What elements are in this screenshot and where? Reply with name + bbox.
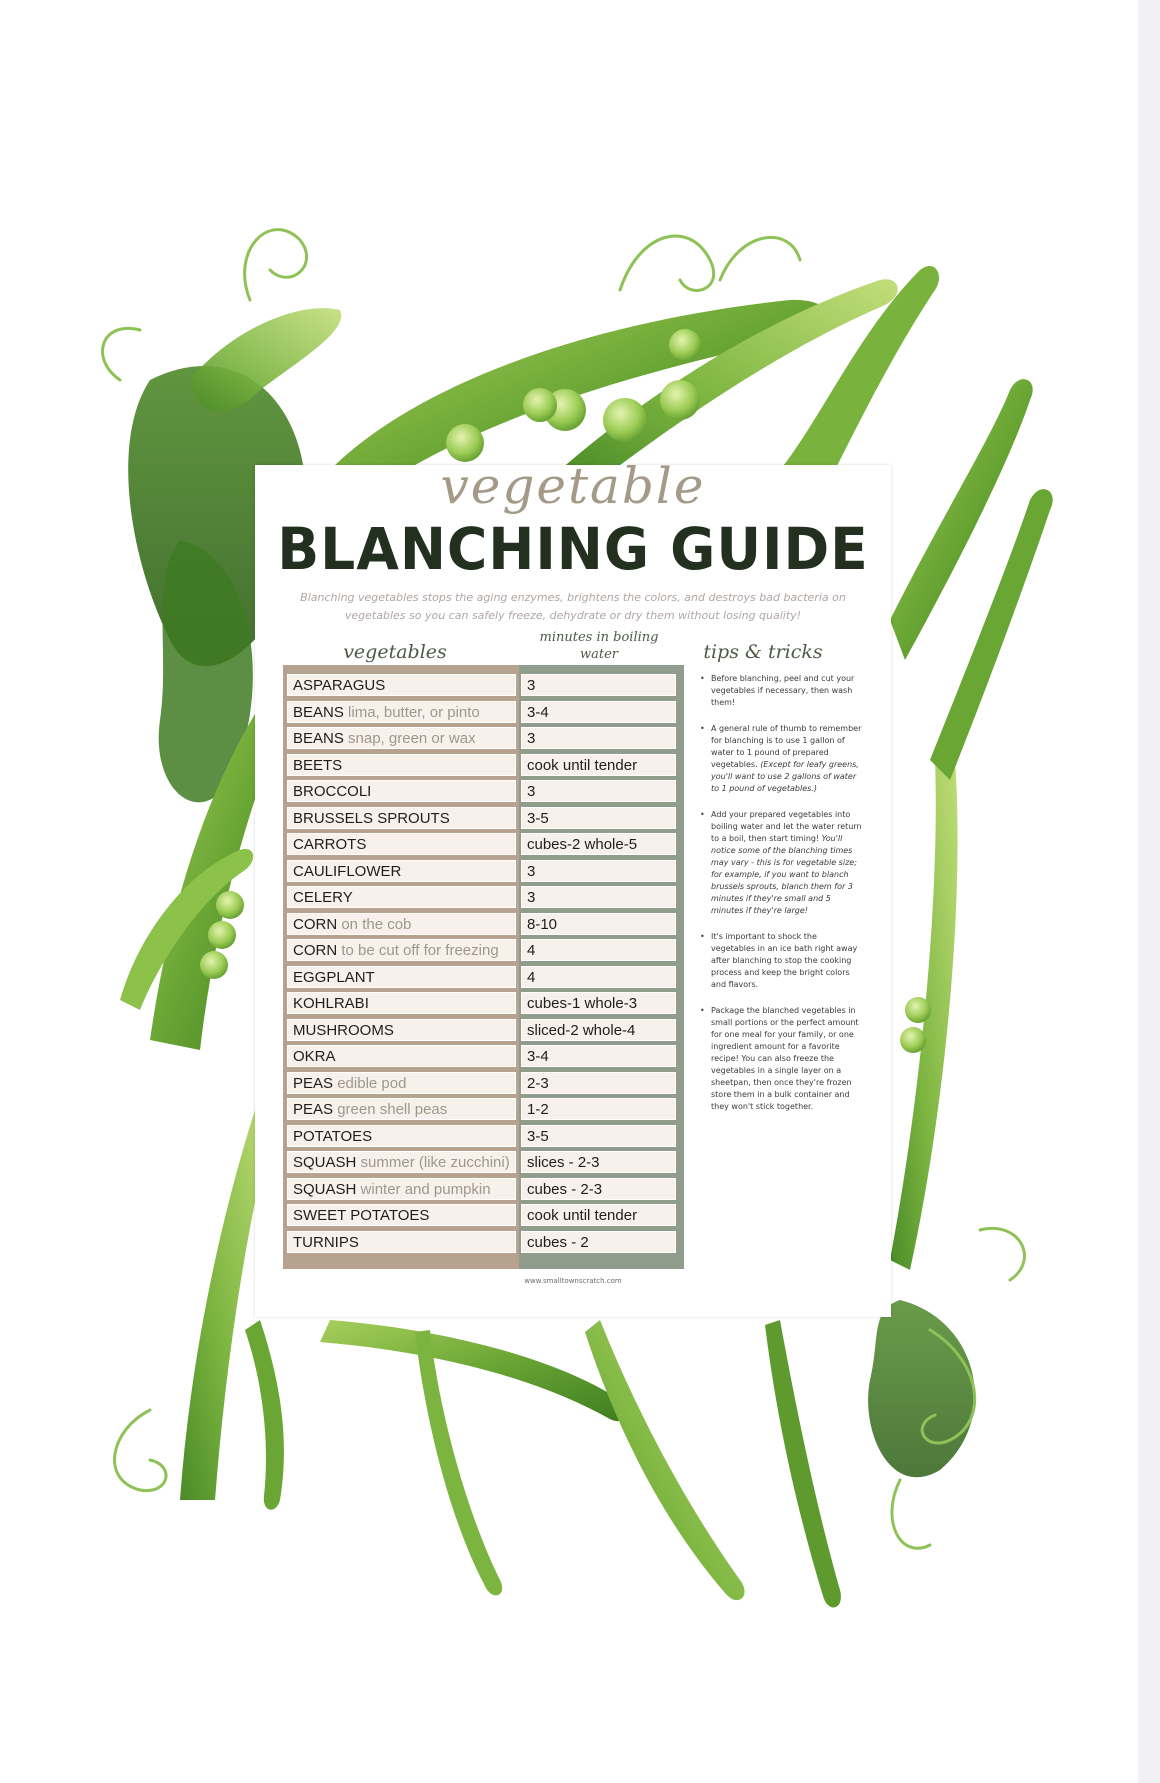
table-row (287, 1097, 680, 1121)
minutes-cell: 3 (521, 886, 676, 908)
vegetable-cell (287, 939, 516, 961)
vegetable-cell (287, 1098, 516, 1120)
minutes-cell: cubes - 2-3 (521, 1178, 676, 1200)
vegetable-name: BROCCOLI (293, 783, 372, 800)
minutes-cell: 3 (521, 674, 676, 696)
vegetable-name: CARROTS (293, 836, 367, 853)
vegetable-note: to be cut off for freezing (341, 942, 499, 959)
minutes-cell: 4 (521, 939, 676, 961)
minutes-cell: 3 (521, 727, 676, 749)
intro-text: Blanching vegetables stops the aging enzymes, brightens the colors, and destroys bad bacteria on vegetables so you can safely freeze, dehydrate or dry them without losing quality! (300, 591, 846, 622)
vegetable-name: POTATOES (293, 1127, 373, 1145)
vegetable-name: CORN (293, 915, 338, 933)
tip-item (700, 1005, 862, 1113)
bullet-icon: • (700, 932, 705, 941)
vegetable-note: on the cob (341, 915, 412, 933)
vegetable-cell (287, 913, 516, 935)
table-row (287, 991, 680, 1015)
vegetable-name: KOHLRABI (293, 995, 369, 1012)
minutes-cell: cubes - 2 (521, 1231, 676, 1253)
table-row (287, 938, 680, 962)
vegetable-name: MUSHROOMS (293, 1021, 394, 1039)
vegetable-name: PEAS (293, 1074, 334, 1092)
table-row (287, 1177, 680, 1201)
minutes-cell: 3-4 (521, 1045, 676, 1067)
vegetable-cell (287, 754, 516, 776)
minutes-cell: slices - 2-3 (521, 1151, 676, 1173)
minutes-cell: 3 (521, 780, 676, 802)
vegetable-cell (287, 966, 516, 988)
minutes-cell: cubes-1 whole-3 (521, 992, 676, 1014)
vegetable-cell (287, 727, 516, 749)
bullet-icon: • (700, 1006, 705, 1015)
vegetable-cell (287, 1019, 516, 1041)
vegetable-name: BEANS (293, 703, 344, 721)
vegetable-name: CORN (293, 942, 338, 959)
vegetable-cell (287, 1204, 516, 1226)
tip-text: Add your prepared vegetables into boiling water and let the water return to a boil, then start timing! (711, 810, 862, 843)
vegetable-name: BEANS (293, 730, 344, 747)
table-row (287, 673, 680, 697)
table-row (287, 779, 680, 803)
minutes-cell: 3-5 (521, 1125, 676, 1147)
bullet-icon: • (700, 810, 705, 819)
vegetable-cell (287, 674, 516, 696)
table-row (287, 965, 680, 989)
vegetable-cell (287, 1045, 516, 1067)
vegetable-name: BRUSSELS SPROUTS (293, 809, 450, 827)
bullet-icon: • (700, 674, 705, 683)
vegetable-cell (287, 701, 516, 723)
vegetable-cell (287, 992, 516, 1014)
table-row (287, 859, 680, 883)
vegetable-cell (287, 860, 516, 882)
tip-note: You'll notice some of the blanching times may vary - this is for vegetable size; for example, if you want to blanch brussels sprouts, blanch them for 3 minutes if they're small and 5 minutes if they're large! (711, 834, 857, 915)
minutes-cell: 3 (521, 860, 676, 882)
vegetable-note: snap, green or wax (348, 730, 476, 747)
footer-url: www.smalltownscratch.com (524, 1277, 622, 1285)
vegetable-cell (287, 780, 516, 802)
table-row (287, 1203, 680, 1227)
table-row (287, 885, 680, 909)
table-row (287, 753, 680, 777)
tip-text: Package the blanched vegetables in small portions or the perfect amount for one meal for your family, or one ingredient amount for a favorite recipe! You can also freeze the vegetables in a single layer on a sheetpan, then once they're frozen store them in a bulk container and they won't stick together. (711, 1006, 859, 1111)
minutes-column-header: minutes in boiling water (539, 630, 659, 662)
vegetable-note: green shell peas (337, 1101, 448, 1118)
minutes-cell: cook until tender (521, 754, 676, 776)
vegetable-name: BEETS (293, 756, 343, 774)
table-row (287, 700, 680, 724)
vegetable-name: SQUASH (293, 1154, 357, 1171)
minutes-cell: sliced-2 whole-4 (521, 1019, 676, 1041)
blanching-table (283, 665, 684, 1269)
vegetable-note: winter and pumpkin (360, 1180, 491, 1198)
table-row (287, 806, 680, 830)
script-title: vegetable (440, 457, 706, 515)
minutes-cell: 3-5 (521, 807, 676, 829)
vegetable-cell (287, 1072, 516, 1094)
table-row (287, 1044, 680, 1068)
minutes-cell: cubes-2 whole-5 (521, 833, 676, 855)
minutes-cell: 3-4 (521, 701, 676, 723)
vegetable-cell (287, 833, 516, 855)
table-row (287, 912, 680, 936)
page-title: BLANCHING GUIDE (277, 515, 869, 583)
table-row (287, 1124, 680, 1148)
vegetable-cell (287, 1178, 516, 1200)
table-row (287, 726, 680, 750)
vegetable-name: EGGPLANT (293, 968, 375, 986)
tips-list (700, 673, 862, 1127)
minutes-cell: cook until tender (521, 1204, 676, 1226)
tip-text: It's important to shock the vegetables in an ice bath right away after blanching to stop the cooking process and keep the bright colors and flavors. (711, 932, 858, 989)
tip-item (700, 673, 862, 709)
vegetable-cell (287, 1151, 516, 1173)
tip-text: A general rule of thumb to remember for blanching is to use 1 gallon of water to 1 pound of prepared vegetables. (711, 724, 862, 769)
tip-item (700, 809, 862, 917)
table-row (287, 1018, 680, 1042)
table-row (287, 832, 680, 856)
vegetable-name: ASPARAGUS (293, 677, 386, 694)
tip-note: (Except for leafy greens, you'll want to use 2 gallons of water to 1 pound of vegetables.) (711, 760, 859, 793)
vegetable-cell (287, 1231, 516, 1253)
vegetable-cell (287, 1125, 516, 1147)
minutes-cell: 2-3 (521, 1072, 676, 1094)
vegetable-name: OKRA (293, 1048, 336, 1065)
vegetable-name: PEAS (293, 1101, 334, 1118)
vegetable-note: edible pod (337, 1074, 407, 1092)
tip-text: Before blanching, peel and cut your vegetables if necessary, then wash them! (711, 674, 855, 707)
table-row (287, 1150, 680, 1174)
vegetable-name: TURNIPS (293, 1233, 359, 1251)
table-row (287, 1230, 680, 1254)
tip-item (700, 931, 862, 991)
blanching-guide-card (255, 457, 891, 1317)
bullet-icon: • (700, 724, 705, 733)
vegetables-column-header: vegetables (343, 641, 447, 663)
table-row (287, 1071, 680, 1095)
vegetable-name: CAULIFLOWER (293, 862, 402, 880)
vegetable-name: SQUASH (293, 1180, 357, 1198)
minutes-cell: 8-10 (521, 913, 676, 935)
vegetable-cell (287, 807, 516, 829)
vegetable-note: summer (like zucchini) (360, 1154, 510, 1171)
vegetable-name: SWEET POTATOES (293, 1207, 430, 1224)
tips-column-header: tips & tricks (703, 641, 823, 663)
minutes-cell: 4 (521, 966, 676, 988)
vegetable-note: lima, butter, or pinto (348, 703, 480, 721)
tip-item (700, 723, 862, 795)
vegetable-cell (287, 886, 516, 908)
vegetable-name: CELERY (293, 889, 353, 906)
minutes-cell: 1-2 (521, 1098, 676, 1120)
